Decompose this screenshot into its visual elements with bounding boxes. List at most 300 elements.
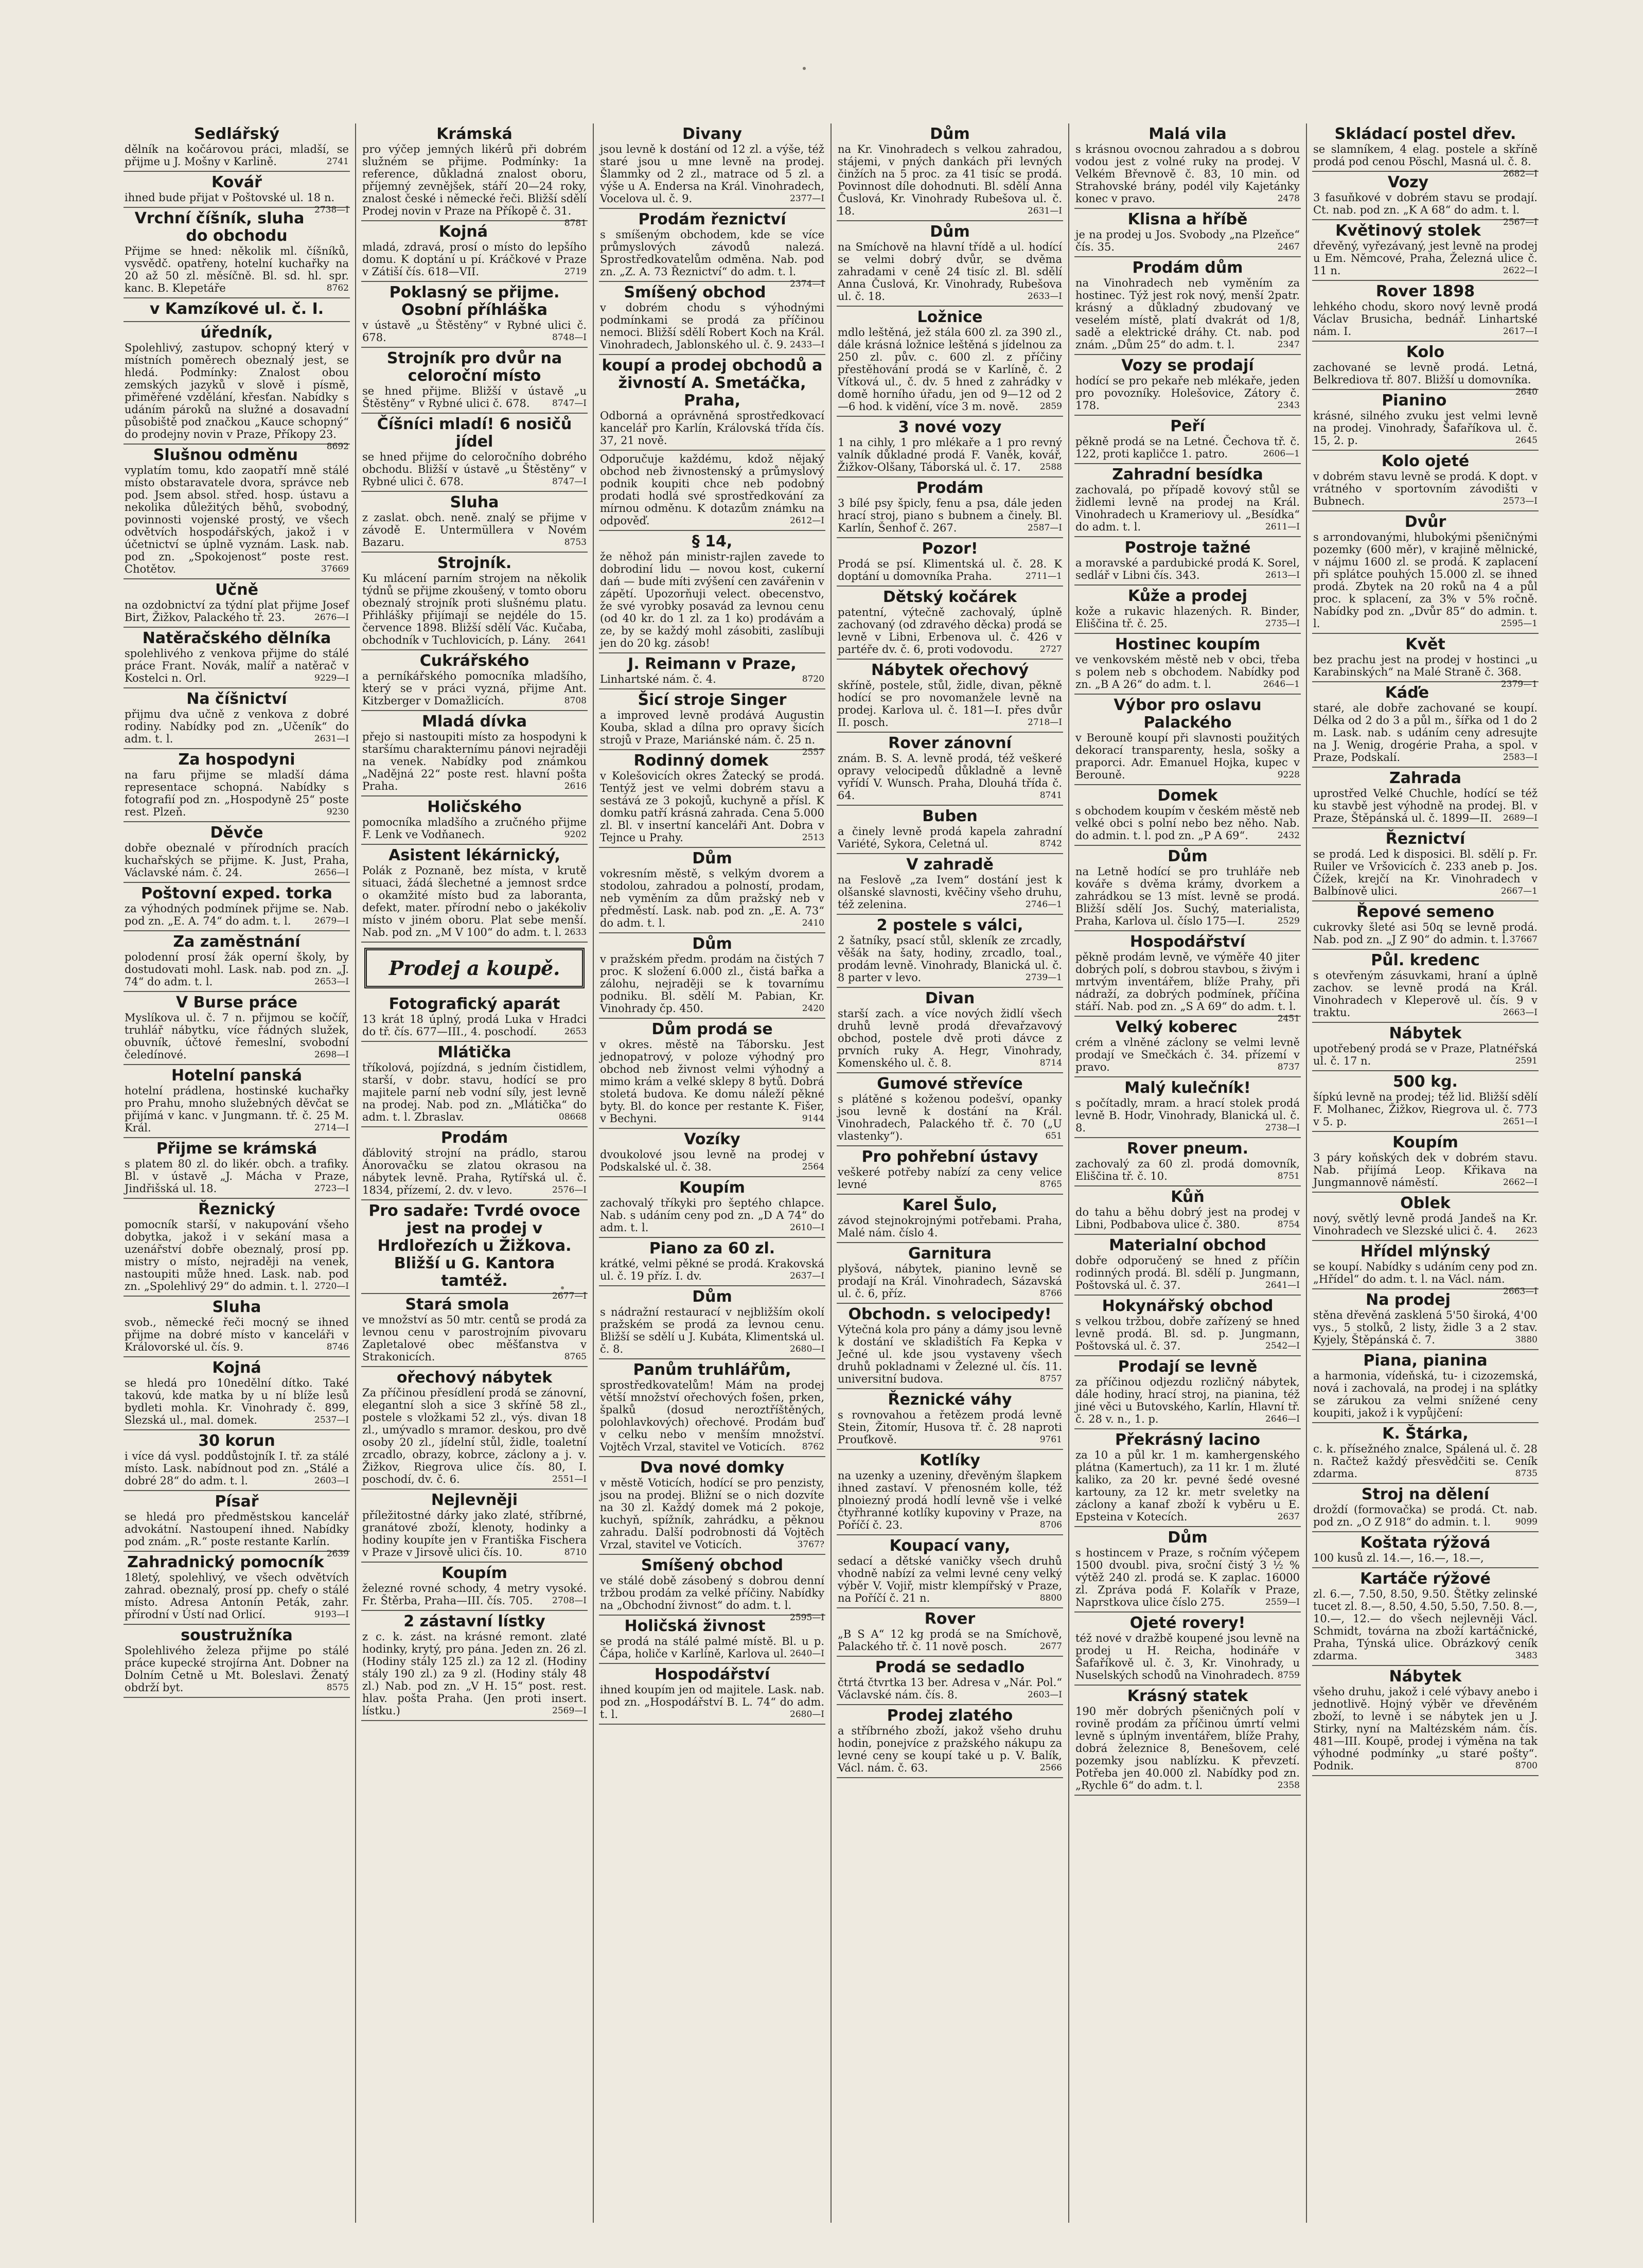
ad-body xyxy=(1075,435,1300,460)
ad-heading: Nábytek xyxy=(1389,1024,1462,1042)
classified-ad xyxy=(123,1491,350,1559)
classified-ad xyxy=(599,933,825,1019)
classified-ad xyxy=(123,688,350,749)
ad-text: s arrondovanými, hlubokými pšeničnými pozemky (600 měr), v krajině mělnické, v nájmu 1600 zl. se prodá. K zaplacení při splátce pouhých 15.000 zl. se ihned prodá. Zbytek na 20 roků na 4 a půl proc. k splacení, za 3% v 5% ročně. Nabídky pod zn. „Dvůr 85“ do admin. t. l. xyxy=(1313,531,1538,630)
ad-text: za příčinou odjezdu rozličný nábytek, dále hodiny, hrací stroj, na pianina, též jiné věci u Butovského, Karlín, Hlavní tř. č. 28 v. n., 1. p. xyxy=(1075,1376,1300,1425)
classified-ad xyxy=(837,587,1063,660)
ad-heading: Smíšený obchod xyxy=(641,1556,784,1574)
ad-body xyxy=(1075,228,1300,253)
ad-heading: Vozy se prodají xyxy=(1121,357,1254,375)
ad-body xyxy=(600,1635,824,1660)
classified-ad xyxy=(123,628,350,688)
ad-text: se slamníkem, 4 elag. postele a skříně prodá pod cenou Pöschl, Masná ul. č. 8. xyxy=(1313,143,1538,168)
ad-body xyxy=(1075,951,1300,1024)
ad-body xyxy=(1313,1091,1538,1128)
ad-body xyxy=(1075,732,1300,781)
ad-body xyxy=(125,647,349,684)
ad-text: Prodá se psí. Klimentská ul. č. 28. K doptání u domovníka Praha. xyxy=(838,558,1062,582)
ad-body xyxy=(838,679,1062,729)
ad-heading: Dům xyxy=(692,935,732,953)
ad-heading: Divany xyxy=(682,125,742,143)
ad-reference-number: 2613—I xyxy=(1265,570,1300,580)
classified-ad xyxy=(1074,1186,1301,1235)
ad-text: železné rovné schody, 4 metry vysoké. Fr. Štěrba, Praha—III. čís. 705. xyxy=(362,1582,587,1607)
ad-reference-number: 2727 xyxy=(1039,644,1062,654)
ad-body xyxy=(1313,921,1538,946)
classified-ad xyxy=(837,1705,1063,1778)
classified-ad xyxy=(361,123,588,228)
ad-body xyxy=(838,1725,1062,1774)
ad-heading: Stroj na dělení xyxy=(1361,1485,1490,1503)
ad-reference-number: 2588 xyxy=(1039,462,1062,472)
ad-reference-number: 2723—I xyxy=(314,1183,349,1194)
ad-heading: Ojeté rovery! xyxy=(1129,1614,1246,1632)
ad-text: ve venkovském městě neb v obci, třeba s polem neb s obchodem. Nabídky pod zn. „B A 26“ do adm. t. l. xyxy=(1075,653,1300,690)
ad-text: se prodá. Led k disposici. Bl. sdělí p. Fr. Ruiler ve Vršovicích č. 233 aneb p. Jos. Čížek, krejčí na Kr. Vinohradech v Balbínově ulici. xyxy=(1313,848,1538,897)
classified-ad xyxy=(361,1367,588,1490)
ad-reference-number: 2603—I xyxy=(1028,1690,1062,1700)
ad-reference-number: 2537—I xyxy=(314,1415,349,1425)
ad-text: skříně, postele, stůl, židle, divan, pěkně hodící se pro novomanžele levně na prodej. Karlova ul. č. 181—I. přes dvůr II. posch. xyxy=(838,679,1062,729)
ad-reference-number: 9202 xyxy=(564,829,587,840)
ad-text: 100 kusů zl. 14.—, 16.—, 18.—, xyxy=(1313,1552,1484,1564)
ad-body xyxy=(838,143,1062,217)
ad-body xyxy=(1075,1097,1300,1134)
ad-text: zachovalá, po případě kovový stůl se židlemi levně na prodej na Král. Vinohradech u Krameriovy ul. „Besídka“ do adm. t. l. xyxy=(1075,484,1300,533)
ad-body xyxy=(1313,1261,1538,1297)
ad-body xyxy=(1313,1042,1538,1067)
ad-body xyxy=(362,816,587,841)
classified-ad xyxy=(1074,1235,1301,1296)
ad-body xyxy=(362,1147,587,1196)
ad-reference-number: 8741 xyxy=(1039,790,1062,801)
ad-heading: Pozor! xyxy=(922,540,978,558)
ad-reference-number: 37667 xyxy=(1509,934,1538,945)
ad-text: s počítadly, mram. a hrací stolek prodá levně B. Hodr, Vinohrady, Blanická ul. č. 8. xyxy=(1075,1097,1300,1134)
ad-body xyxy=(1313,1503,1538,1528)
ad-heading: Pro pohřební ústavy xyxy=(861,1148,1038,1166)
ad-body xyxy=(1075,1036,1300,1073)
ad-heading: Garnitura xyxy=(908,1245,992,1263)
ad-body xyxy=(1075,1376,1300,1425)
ad-reference-number: 2653—I xyxy=(314,977,349,987)
ad-heading: Buben xyxy=(922,807,978,825)
classified-ad xyxy=(599,653,825,689)
ad-reference-number: 2591 xyxy=(1515,1056,1538,1066)
ad-body xyxy=(600,673,824,685)
ad-heading: Pro sadaře: Tvrdé ovoce jest na prodej v Hrdlořezích u Žižkova. Bližší u G. Kantora tamtéž. xyxy=(368,1202,580,1290)
classified-ad xyxy=(837,1450,1063,1535)
classified-ad xyxy=(1074,537,1301,586)
ad-heading: Rodinný domek xyxy=(633,752,769,770)
ad-body xyxy=(1313,1309,1538,1346)
ad-body xyxy=(838,825,1062,850)
ad-body xyxy=(838,558,1062,582)
ad-body xyxy=(838,241,1062,303)
ad-heading: Krásný statek xyxy=(1127,1687,1248,1705)
classified-ad xyxy=(123,1138,350,1199)
ad-heading: Rover pneum. xyxy=(1126,1140,1249,1158)
ad-text: dobře odporučený se hned z příčin rodinných prodá. Bl. sdělí p. Jungmann, Poštovská ul. č. 37. xyxy=(1075,1254,1300,1291)
ad-reference-number: 9144 xyxy=(802,1113,824,1124)
ad-heading: Malý kulečník! xyxy=(1124,1079,1251,1097)
ad-reference-number: 2420 xyxy=(802,1003,824,1014)
ad-heading: Květ xyxy=(1405,635,1445,653)
classified-ad xyxy=(599,1019,825,1129)
ad-body xyxy=(362,1314,587,1363)
ad-reference-number: 651 xyxy=(1045,1131,1062,1141)
ad-reference-number: 2631—I xyxy=(314,734,349,744)
ad-text: pro výčep jemných likérů při dobrém služném se přijme. Podmínky: 1a reference, důkladná znalost oboru, příjemný zevnějšek, stáří 20—24 roky, znalost české i německé řeči. Bližší sdělí Prodej novin v Praze na Příkopě č. 31. xyxy=(362,143,587,217)
ad-reference-number: 2651—I xyxy=(1503,1117,1538,1127)
classified-ad xyxy=(123,123,350,172)
ad-reference-number: 2529 xyxy=(1277,916,1300,926)
ad-heading: K. Štárka, xyxy=(1382,1425,1469,1443)
ad-text: sedací a dětské vaničky všech druhů vhodně nabízí za velmi levné ceny velký výběr V. Vojiř, mistr klempířský v Praze, na Poříčí č. 21 n. xyxy=(838,1555,1062,1604)
ad-text: s velkou tržbou, dobře zařízený se hned levně prodá. Bl. sd. p. Jungmann, Poštovská ul. č. 37. xyxy=(1075,1315,1300,1352)
ad-body xyxy=(125,143,349,168)
classified-ad xyxy=(361,1294,588,1367)
ad-heading: Poštovní exped. torka xyxy=(141,884,332,902)
ad-body xyxy=(362,451,587,488)
ad-reference-number: 9099 xyxy=(1515,1517,1538,1527)
ad-reference-number: 2374—I xyxy=(790,279,824,289)
ad-heading: Skládací postel dřev. xyxy=(1334,125,1516,143)
classified-ad xyxy=(1312,1568,1539,1666)
classified-ad xyxy=(361,650,588,711)
ad-reference-number: 8759 xyxy=(1277,1670,1300,1680)
ad-reference-number: 8757 xyxy=(1039,1374,1062,1384)
ad-text: hodící se pro pekaře neb mlékaře, jeden pro povozníky. Holešovice, Zátory č. 178. xyxy=(1075,375,1300,412)
ad-text: přejo si nastoupiti místo za hospodyni k staršímu charakternímu pánovi nejraději na venek. Nabídky pod známkou „Nadějná 22“ poste rest. hlavní pošta Praha. xyxy=(362,731,587,792)
ad-reference-number: 8800 xyxy=(1039,1593,1062,1603)
ad-heading: Kolo ojeté xyxy=(1381,452,1470,470)
ad-body xyxy=(838,752,1062,802)
ad-body xyxy=(1313,1370,1538,1419)
ad-body xyxy=(838,1469,1062,1531)
ad-reference-number: 2711—1 xyxy=(1025,571,1062,581)
ad-heading: Nábytek xyxy=(1389,1668,1462,1686)
classified-ad xyxy=(123,298,350,322)
ad-reference-number: 2569—I xyxy=(552,1706,587,1716)
classified-ad xyxy=(1312,768,1539,828)
ad-heading: Rover xyxy=(924,1610,976,1628)
ad-heading: Gumové střevíce xyxy=(877,1075,1023,1093)
ad-text: 190 měr dobrých pšeničných polí v rovině prodám za příčinou úmrtí velmi levně s úplným inventářem, blíže Prahy, dobrá železnice 8, Benešovem, celé pozemky jsou nablízku. K převzetí. Potřeba jen 40.000 zl. Nabídky pod zn. „Rychle 6“ do adm. t. l. xyxy=(1075,1705,1300,1792)
ad-body xyxy=(1075,277,1300,351)
ad-text: s krásnou ovocnou zahradou a s dobrou vodou jest z volné ruky na prodej. V Velkém Břevnově č. 83, 10 min. od Strahovské brány, podél vily Kajetánky konec v pravo. xyxy=(1075,143,1300,205)
ad-heading: Kůže a prodej xyxy=(1127,587,1247,605)
ad-reference-number: 2641 xyxy=(564,635,587,645)
classified-ad xyxy=(361,414,588,492)
classified-ad xyxy=(1074,1356,1301,1429)
ad-text: šípkú levně na prodej; též lid. Bližší sdělí F. Molhanec, Žižkov, Riegrova ul. č. 773 v 5. p. xyxy=(1313,1091,1538,1128)
ad-text: 18letý, spolehlivý, ve všech odvětvích zahrad. obeznalý, prosí pp. chefy o stálé místo. Adresa Antonín Peták, zahr. přírodní v Ústí nad Orlicí. xyxy=(125,1571,349,1621)
ad-text: na Feslově „za Ivem“ dostání jest k olšanské slavnosti, kvěčiny všeho druhu, též zelenina. xyxy=(838,874,1062,911)
ad-heading: Postroje tažné xyxy=(1124,539,1251,557)
ad-body xyxy=(1075,1632,1300,1681)
ad-heading: Řeznické váhy xyxy=(888,1391,1012,1409)
ad-heading: Nábytek ořechový xyxy=(871,661,1029,679)
ad-reference-number: 2433—I xyxy=(790,340,824,350)
ad-heading: Slušnou odměnu xyxy=(153,446,298,464)
ad-text: s rovnovahou a řetězem prodá levně Stein, Žitomír, Husova tř. č. 28 naproti Prouťkově. xyxy=(838,1409,1062,1446)
ad-heading: 2 zástavní lístky xyxy=(403,1613,545,1631)
ad-heading: Dům xyxy=(930,223,970,241)
ad-text: v Berouně koupí při slavnosti použitých dekorací transparenty, hesla, sošky a praporci. Adr. Emanuel Hojka, kupec v Berouně. xyxy=(1075,732,1300,781)
ad-body xyxy=(125,342,349,452)
ad-heading: V Burse práce xyxy=(176,994,297,1012)
ad-body xyxy=(600,453,824,527)
ad-text: svob., německé řeči mocný se ihned přijme na dobré místo v kanceláři v Královorské ul. čís. 9. xyxy=(125,1316,349,1353)
ad-reference-number: 2467 xyxy=(1277,242,1300,252)
classified-column-6 xyxy=(1306,123,1544,2223)
ad-heading: Prodám xyxy=(916,479,984,497)
ad-body xyxy=(1075,484,1300,533)
classified-ad xyxy=(1312,220,1539,281)
ad-body xyxy=(125,902,349,927)
ad-body xyxy=(838,326,1062,413)
ad-body xyxy=(125,599,349,624)
ad-body xyxy=(1075,1206,1300,1231)
ad-text: se koupí. Nabídky s udáním ceny pod zn. „Hřídel“ do adm. t. l. na Václ. nám. xyxy=(1313,1261,1538,1285)
ad-heading: Vozíky xyxy=(684,1130,740,1148)
ad-body xyxy=(1075,865,1300,927)
classified-ad xyxy=(837,1304,1063,1389)
ad-heading: Strojník. xyxy=(437,554,512,572)
ad-heading: Mlátička xyxy=(437,1043,511,1061)
ad-reference-number: 8762 xyxy=(326,283,349,293)
ad-reference-number: 2564 xyxy=(802,1162,824,1172)
ad-body xyxy=(838,1007,1062,1069)
ad-text: a harmonia, vídeňská, tu- i cizozemská, nová i zachovalá, na prodej i na splátky se zárukou za velmi snížené ceny koupiti, jakož i k vypůjčení: xyxy=(1313,1370,1538,1419)
ad-body xyxy=(838,1263,1062,1300)
ad-heading: Hospodářství xyxy=(1129,933,1246,951)
ad-reference-number: 2640 xyxy=(1515,387,1538,397)
ad-body xyxy=(1313,240,1538,277)
classified-ad xyxy=(361,1611,588,1721)
ad-heading: Překrásný lacino xyxy=(1115,1431,1260,1449)
classified-ad xyxy=(123,172,350,215)
ad-text: v pražském předm. prodám na čistých 7 proc. K složení 6.000 zl., čistá bařka a zálohu, nejraději se k tovarnímu podniku. Bl. sdělí M. Pabian, Kr. Vinohrady čp. 450. xyxy=(600,953,824,1015)
ad-text: bez prachu jest na prodej v hostinci „u Karabinských“ na Malé Straně č. 368. xyxy=(1313,653,1538,678)
ad-heading: Smíšený obchod xyxy=(624,284,766,302)
ad-heading: Hřídel mlýnský xyxy=(1360,1243,1491,1261)
ad-text: zachovalý za 60 zl. prodá domovník, Eliščina tř. č. 10. xyxy=(1075,1158,1300,1182)
ad-body xyxy=(838,874,1062,911)
ad-text: a moravské a pardubické prodá K. Sorel, sedlář v Libni čís. 343. xyxy=(1075,557,1300,581)
ad-text: s platem 80 zl. do likér. obch. a trafiky. Bl. v ústavě „J. Mácha v Praze, Jindřišská ul. 18. xyxy=(125,1158,349,1195)
ad-text: se hned přijme do celoročního dobrého obchodu. Bližší v ústavě „u Štěstěny“ v Rybné ulici č. 678. xyxy=(362,451,587,488)
ad-body xyxy=(125,769,349,818)
ad-text: do tahu a běhu dobrý jest na prodej v Libni, Podbabova ulice č. 380. xyxy=(1075,1206,1300,1231)
ad-body xyxy=(1313,787,1538,824)
classified-ad xyxy=(599,689,825,757)
ad-heading: Hokynářský obchod xyxy=(1102,1297,1274,1315)
ad-reference-number: 8746 xyxy=(326,1342,349,1352)
ad-heading: Vozy xyxy=(1387,173,1429,191)
ad-heading: Dům xyxy=(692,1288,732,1306)
ad-body xyxy=(1313,410,1538,447)
ad-heading: Hospodářství xyxy=(654,1665,770,1684)
classified-column-4 xyxy=(831,123,1068,2223)
ad-reference-number: 2739—1 xyxy=(1025,972,1062,983)
ad-heading: Sedlářský xyxy=(193,125,280,143)
ad-body xyxy=(362,1631,587,1717)
ad-reference-number: 2637—I xyxy=(790,1271,824,1281)
ad-reference-number: 2646—1 xyxy=(1263,679,1300,689)
classified-ad xyxy=(361,845,588,943)
ad-text: Výtečná kola pro pány a dámy jsou levně k dostání ve skladištích Fa Kepka v Ječné ul. kde jsou vystaveny všech druhů pokladnami v Železné ul. čís. 11. universitní budova. xyxy=(838,1323,1062,1385)
ad-reference-number: 2676—I xyxy=(314,612,349,623)
ad-body xyxy=(600,1197,824,1234)
ad-body xyxy=(1075,557,1300,581)
ad-text: příležitostné dárky jako zlaté, stříbrné, granátové zboží, klenoty, hodinky a hodiny koupíte jen v Františka Fischera v Praze v Jirsově ulici čís. 10. xyxy=(362,1509,587,1558)
ad-reference-number: 2566 xyxy=(1039,1763,1062,1773)
classified-ad xyxy=(599,1555,825,1623)
classified-ad xyxy=(361,348,588,414)
classified-ad xyxy=(1312,828,1539,901)
ad-body xyxy=(125,1218,349,1292)
classified-ad xyxy=(123,322,350,452)
ad-heading: Fotografický aparát xyxy=(388,995,560,1013)
ad-text: se hledá pro předměstskou kancelář advokátní. Nastoupení ihned. Nabídky pod znám. „R.“ poste restante Karlín. xyxy=(125,1511,349,1548)
classified-ad xyxy=(1312,1193,1539,1241)
ad-body xyxy=(1075,653,1300,690)
classified-ad xyxy=(1312,123,1539,179)
ad-reference-number: 2542—I xyxy=(1265,1341,1300,1351)
ad-text: a stříbrného zboží, jakož všeho druhu hodin, ponejvíce z pražského nákupu za levné ceny se koupí také u p. V. Balík, Václ. nám. č. 63. xyxy=(838,1725,1062,1774)
ad-body xyxy=(125,951,349,988)
ad-body xyxy=(600,770,824,844)
ad-text: plyšová, nábytek, pianino levně se prodají na Král. Vinohradech, Sázavská ul. č. 6, příz. xyxy=(838,1263,1062,1300)
ad-reference-number: 3483 xyxy=(1515,1651,1538,1661)
ad-body xyxy=(600,867,824,929)
ad-reference-number: 8735 xyxy=(1515,1468,1538,1479)
ad-text: mladá, zdravá, prosí o místo do lepšího domu. K doptání u pí. Kráčkové v Praze v Zátiší čís. 618—VII. xyxy=(362,241,587,278)
ad-reference-number: 2606—1 xyxy=(1263,449,1300,459)
ad-text: že něhož pán ministr-rajlen zavede to dobrodiní lidu — novou kost, cukerní dań — bude míti zvýšení cen zavářenin v zápětí. Upozorňuji velect. obecenstvo, že své vyrobky posavád za levnou cenu (od 40 kr. do 1 zl. za 1 ko) prodávám a ze, by se každý mohl zásobiti, zaslíbuji jen do 20 kg. zásob! xyxy=(600,551,824,649)
ad-text: zl. 6.—, 7.50, 8.50, 9.50. Štětky zelinské tucet zl. 8.—, 8.50, 4.50, 5.50, 7.50. 8.—, 10.—, 12.— do všech nejlevněji Václ. Schmidt, továrna na zboží kartáčnické, Praha, Týnská ulice. Obrázkový ceník zdarma. xyxy=(1313,1588,1538,1662)
ad-heading: Dům xyxy=(1168,1529,1208,1547)
ad-body xyxy=(125,708,349,745)
classified-ad xyxy=(599,848,825,933)
ad-body xyxy=(125,1571,349,1621)
ad-text: 2 šatníky, psací stůl, skleník ze zrcadly, věšák na šaty, hodiny, zrcadlo, toal., prodám levně. Vinohrady, Blanická ul. č. 8 parter v levo. xyxy=(838,934,1062,984)
classified-ad xyxy=(1312,634,1539,689)
ad-text: dřevěný, vyřezávaný, jest levně na prodej u Em. Němcové, Praha, Železná ulice č. 11 n. xyxy=(1313,240,1538,277)
ad-reference-number: 2677—I xyxy=(552,1291,587,1301)
ad-reference-number: 2859 xyxy=(1039,401,1062,412)
ad-reference-number: 2377—I xyxy=(790,193,824,204)
ad-reference-number: 2679—I xyxy=(314,916,349,926)
ad-heading: Prodám dům xyxy=(1132,259,1243,277)
ad-body xyxy=(125,1012,349,1061)
ad-heading: Piana, pianina xyxy=(1363,1352,1488,1370)
ad-body xyxy=(125,1377,349,1426)
ad-reference-number: 2576—I xyxy=(552,1185,587,1195)
ad-heading: Dvůr xyxy=(1404,513,1446,531)
ad-reference-number: 2663—I xyxy=(1503,1007,1538,1018)
ad-heading: Káďe xyxy=(1385,684,1429,702)
classified-ad xyxy=(1074,416,1301,464)
ad-reference-number: 2645 xyxy=(1515,435,1538,446)
classified-ad xyxy=(1074,695,1301,785)
ad-text: ve stálé době zásobený s dobrou denní tržbou prodám za velké příčiny. Nabídky na „Obchodní živnost“ do adm. t. l. xyxy=(600,1574,824,1611)
ad-heading: Prodám xyxy=(440,1129,508,1147)
ad-heading: Šicí stroje Singer xyxy=(638,691,787,709)
ad-reference-number: 2513 xyxy=(802,832,824,843)
ad-body xyxy=(362,572,587,646)
ad-heading: Kůň xyxy=(1171,1188,1205,1206)
ad-text: Přijme se hned: několik ml. číšníků, vysvědč. opatřeny, hotelní kuchařky na 20 až 50 zl. měsíčně. Bl. sd. hl. spr. kanc. B. Klepetáře xyxy=(125,245,349,294)
ad-heading: Malá vila xyxy=(1149,125,1227,143)
ad-text: v ústavě „u Štěstěny“ v Rybné ulici č. 678. xyxy=(362,319,587,344)
ad-text: z zaslat. obch. neně. znalý se přijme v závodě E. Untermüllera v Novém Bazaru. xyxy=(362,511,587,548)
ad-body xyxy=(125,1316,349,1353)
ad-body xyxy=(362,1582,587,1607)
classified-ad xyxy=(599,1359,825,1457)
ad-body xyxy=(125,464,349,575)
ad-body xyxy=(1313,653,1538,689)
classified-ad xyxy=(599,1664,825,1725)
ad-heading: J. Reimann v Praze, xyxy=(628,655,797,673)
ad-text: s obchodem koupím v českém městě neb velké obci s polní nebo bez něho. Nab. do admin. t. l. pod zn. „P A 69“. xyxy=(1075,805,1300,842)
ad-body xyxy=(1313,969,1538,1019)
ad-text: 1 na cihly, 1 pro mlékaře a 1 pro revný valník důkladné prodá F. Vaněk, kovář, Žižkov-Olšany, Táborská ul. č. 17. xyxy=(838,436,1062,473)
ad-body xyxy=(838,1093,1062,1142)
ad-heading: Písař xyxy=(215,1493,259,1511)
ad-reference-number: 2616 xyxy=(564,781,587,791)
ad-text: zachovalý tříkyki pro šeptého chlapce. Nab. s udáním ceny pod zn. „D A 74“ do adm. t. l. xyxy=(600,1197,824,1234)
ad-reference-number: 8765 xyxy=(564,1352,587,1362)
classified-ad xyxy=(1074,257,1301,355)
ad-text: na faru přijme se mladší dáma representace schopná. Nabídky s fotografií pod zn. „Hospodyně 25“ poste rest. Plzeň. xyxy=(125,769,349,818)
ad-text: crém a vlněné záclony se velmi levně prodají ve Smečkách č. 34. přízemí v pravo. xyxy=(1075,1036,1300,1073)
ad-text: Spolehlivého železa přijme po stálé práce kupecké strojírna Ant. Dobner na Dolním Cetně u Mt. Boleslavi. Ženatý obdrží byt. xyxy=(125,1644,349,1694)
ad-text: dělník na kočárovou práci, mladší, se přijme u J. Mošny v Karlině. xyxy=(125,143,349,168)
ad-text: vokresním městě, s velkým dvorem a stodolou, zahradou a polností, prodam, neb vyměním za dům pražský neb v předměstí. Lask. nab. pod zn. „E. A. 73“ do adm. t. l. xyxy=(600,867,824,929)
ad-heading: 2 postele s válci, xyxy=(876,916,1023,934)
ad-heading: Děvče xyxy=(210,824,263,842)
ad-heading: 3 nové vozy xyxy=(898,418,1002,436)
ad-body xyxy=(1313,1686,1538,1772)
ad-body xyxy=(600,143,824,205)
classified-ad xyxy=(1312,342,1539,397)
ad-reference-number: 2698—I xyxy=(314,1050,349,1060)
ad-body xyxy=(838,1409,1062,1446)
ad-reference-number: 2639 xyxy=(326,1549,349,1559)
classified-ad xyxy=(1312,950,1539,1023)
ad-text: je na prodej u Jos. Svobody „na Plzeňce“ čís. 35. xyxy=(1075,228,1300,253)
classified-ad xyxy=(123,1297,350,1357)
ad-reference-number: 2637 xyxy=(1277,1512,1300,1522)
ad-text: cukrovky šleté asi 50q se levně prodá. Nab. pod zn. „J Z 90“ do admin. t. l. xyxy=(1313,921,1538,946)
classified-ad xyxy=(1312,901,1539,950)
ad-reference-number: 2680—I xyxy=(790,1709,824,1720)
classified-ad xyxy=(123,579,350,628)
ad-reference-number: 08668 xyxy=(558,1112,587,1122)
ad-text: též nové v dražbě koupené jsou levně na prodej u H. Reicha, hodináře v Šafaříkově ul. č. 3, Kr. Vinohrady, u Nuselských schodů na Vinohradech. xyxy=(1075,1632,1300,1681)
ad-text: za výhodných podmínek přijme se. Nab. pod zn. „E. A. 74“ do adm. t. l. xyxy=(125,902,349,927)
classified-ad xyxy=(361,282,588,348)
ad-text: se hned přijme. Bližší v ústavě „u Štěstěny“ v Rybné ulici č. 678. xyxy=(362,385,587,410)
classified-ad xyxy=(837,123,1063,221)
ad-reference-number: 8708 xyxy=(564,696,587,706)
classified-ad xyxy=(361,492,588,553)
classified-ad xyxy=(123,1199,350,1297)
ad-heading: Řepové semeno xyxy=(1356,903,1494,921)
